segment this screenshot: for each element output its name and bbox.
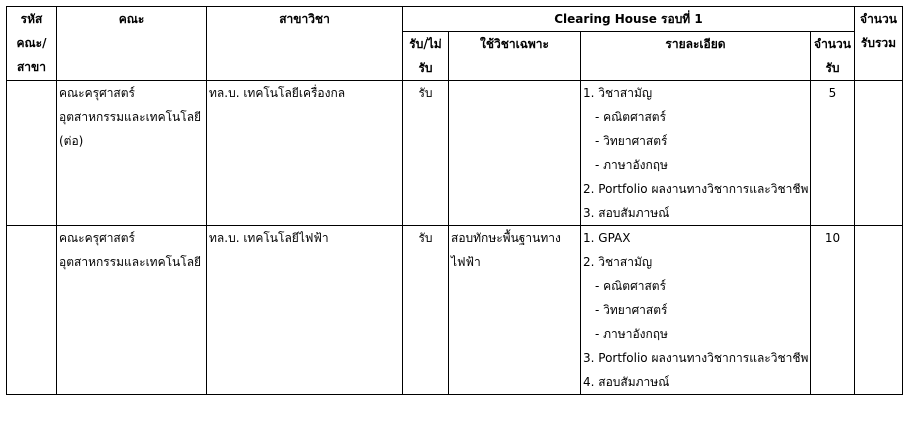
header-faculty: คณะ bbox=[57, 7, 207, 81]
cell-total bbox=[855, 81, 903, 226]
header-count-line-1: จำนวน bbox=[814, 37, 851, 51]
table-row bbox=[7, 81, 903, 226]
table-row bbox=[7, 226, 903, 395]
header-specific-subject: ใช้วิชาเฉพาะ bbox=[449, 32, 581, 81]
cell-total bbox=[855, 226, 903, 395]
header-accept bbox=[403, 32, 449, 81]
cell-major: ทล.บ. เทคโนโลยีเครื่องกล bbox=[207, 81, 403, 226]
header-count bbox=[811, 32, 855, 81]
cell-specific-subject: สอบทักษะพื้นฐานทางไฟฟ้า bbox=[449, 226, 581, 395]
cell-details bbox=[581, 81, 811, 226]
cell-specific-subject bbox=[449, 81, 581, 226]
header-row-1 bbox=[7, 7, 903, 32]
cell-code bbox=[7, 81, 57, 226]
faculty-line: อุตสาหกรรมและเทคโนโลยี bbox=[59, 255, 202, 269]
detail-subitem: - วิทยาศาสตร์ bbox=[595, 303, 668, 317]
detail-subitem: - คณิตศาสตร์ bbox=[595, 279, 667, 293]
header-code-line-2: คณะ/ bbox=[16, 36, 47, 50]
cell-accept: รับ bbox=[403, 226, 449, 395]
faculty-line: อุตสาหกรรมและเทคโนโลยี bbox=[59, 110, 202, 124]
detail-item: 2. วิชาสามัญ bbox=[583, 255, 653, 269]
faculty-line: คณะครุศาสตร์ bbox=[59, 86, 135, 100]
header-accept-line-2: รับ bbox=[418, 61, 433, 75]
admission-table-wrapper bbox=[6, 6, 903, 395]
cell-faculty bbox=[57, 81, 207, 226]
cell-major: ทล.บ. เทคโนโลยีไฟฟ้า bbox=[207, 226, 403, 395]
detail-item: 3. Portfolio ผลงานทางวิชาการและวิชาชีพ bbox=[583, 351, 809, 365]
cell-code bbox=[7, 226, 57, 395]
cell-count: 5 bbox=[811, 81, 855, 226]
faculty-line: คณะครุศาสตร์ bbox=[59, 231, 135, 245]
header-count-line-2: รับ bbox=[825, 61, 840, 75]
detail-item: 4. สอบสัมภาษณ์ bbox=[583, 375, 670, 389]
cell-faculty bbox=[57, 226, 207, 395]
header-clearing-house: Clearing House รอบที่ 1 bbox=[403, 7, 855, 32]
detail-subitem: - วิทยาศาสตร์ bbox=[595, 134, 668, 148]
header-total-line-2: รับรวม bbox=[860, 36, 897, 50]
cell-accept: รับ bbox=[403, 81, 449, 226]
detail-item: 3. สอบสัมภาษณ์ bbox=[583, 206, 670, 220]
detail-item: 1. วิชาสามัญ bbox=[583, 86, 653, 100]
header-code-line-1: รหัส bbox=[20, 12, 43, 26]
cell-details bbox=[581, 226, 811, 395]
cell-count: 10 bbox=[811, 226, 855, 395]
header-accept-line-1: รับ/ไม่ bbox=[409, 37, 442, 51]
header-details: รายละเอียด bbox=[581, 32, 811, 81]
header-code bbox=[7, 7, 57, 81]
detail-item: 2. Portfolio ผลงานทางวิชาการและวิชาชีพ bbox=[583, 182, 809, 196]
header-major: สาขาวิชา bbox=[207, 7, 403, 81]
admission-table bbox=[6, 6, 903, 395]
detail-subitem: - ภาษาอังกฤษ bbox=[595, 158, 668, 172]
header-code-line-3: สาขา bbox=[16, 60, 46, 74]
header-total-line-1: จำนวน bbox=[860, 12, 897, 26]
detail-subitem: - ภาษาอังกฤษ bbox=[595, 327, 668, 341]
header-total bbox=[855, 7, 903, 81]
detail-subitem: - คณิตศาสตร์ bbox=[595, 110, 667, 124]
detail-item: 1. GPAX bbox=[583, 231, 631, 245]
faculty-line: (ต่อ) bbox=[59, 134, 84, 148]
